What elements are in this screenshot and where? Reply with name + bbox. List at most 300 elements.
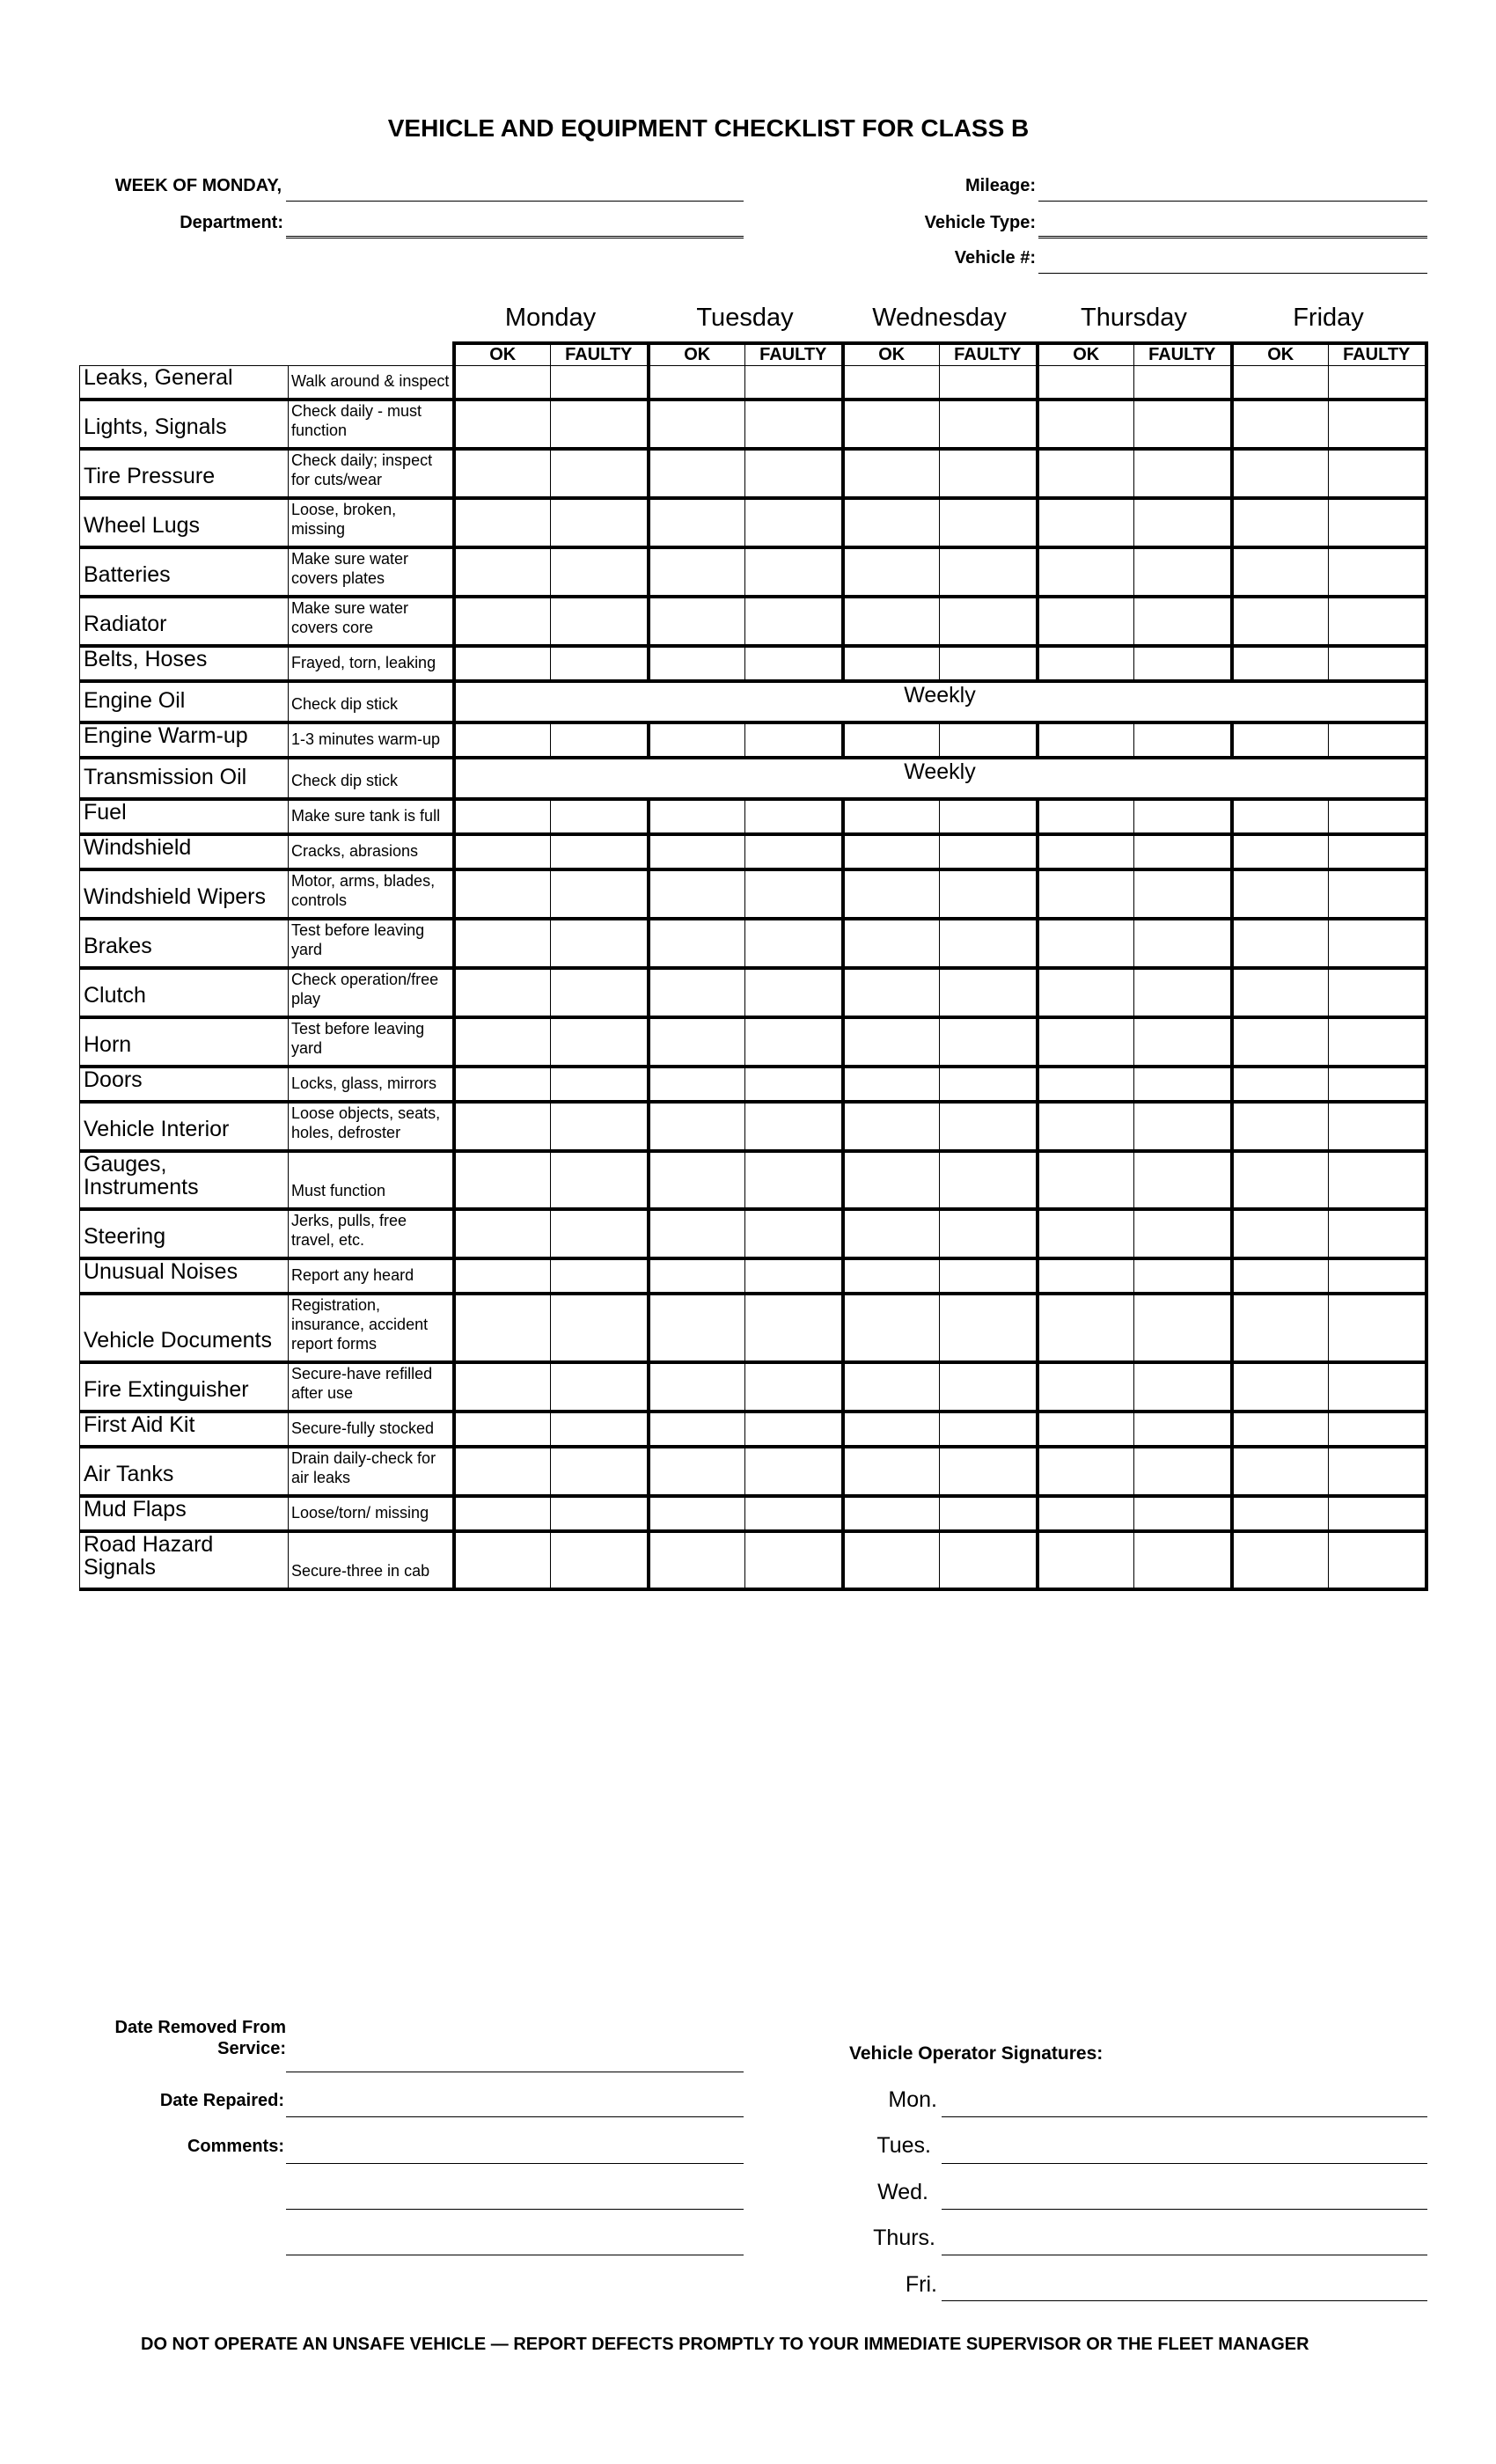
check-cell-mon-faulty[interactable]: [551, 547, 649, 597]
check-cell-tue-ok[interactable]: [649, 1412, 745, 1447]
check-cell-fri-faulty[interactable]: [1329, 1496, 1426, 1531]
check-cell-thu-faulty[interactable]: [1134, 1102, 1232, 1151]
check-cell-fri-faulty[interactable]: [1329, 1362, 1426, 1412]
check-cell-mon-ok[interactable]: [454, 597, 551, 646]
check-cell-fri-ok[interactable]: [1232, 449, 1329, 498]
check-cell-thu-faulty[interactable]: [1134, 1531, 1232, 1589]
signature-line-mon[interactable]: [942, 2116, 1427, 2117]
check-cell-thu-ok[interactable]: [1038, 1151, 1134, 1209]
column-header-faulty-fri: FAULTY: [1329, 343, 1426, 366]
column-header-faulty-mon: FAULTY: [551, 343, 649, 366]
checklist-item-name: Windshield Wipers: [80, 869, 289, 919]
check-cell-thu-ok[interactable]: [1038, 597, 1134, 646]
check-cell-thu-ok[interactable]: [1038, 799, 1134, 834]
check-cell-thu-ok[interactable]: [1038, 498, 1134, 547]
check-cell-tue-ok[interactable]: [649, 722, 745, 758]
check-cell-tue-faulty[interactable]: [745, 1496, 843, 1531]
check-cell-fri-ok[interactable]: [1232, 646, 1329, 681]
check-cell-fri-ok[interactable]: [1232, 1412, 1329, 1447]
check-cell-fri-faulty[interactable]: [1329, 597, 1426, 646]
check-cell-tue-ok[interactable]: [649, 1531, 745, 1589]
weekly-check-cell[interactable]: Weekly: [454, 681, 1426, 722]
checklist-item-instruction: Loose/torn/ missing: [289, 1496, 454, 1531]
check-cell-tue-ok[interactable]: [649, 449, 745, 498]
checklist-row: [80, 597, 1426, 646]
check-cell-fri-faulty[interactable]: [1329, 1209, 1426, 1258]
check-cell-wed-faulty[interactable]: [940, 449, 1038, 498]
check-cell-wed-faulty[interactable]: [940, 1067, 1038, 1102]
signature-line-tues[interactable]: [942, 2163, 1427, 2164]
checklist-item-name: Vehicle Documents: [80, 1294, 289, 1362]
checklist-item-name: Road Hazard Signals: [80, 1531, 289, 1589]
check-cell-thu-faulty[interactable]: [1134, 1447, 1232, 1496]
check-cell-wed-ok[interactable]: [843, 498, 940, 547]
check-cell-tue-ok[interactable]: [649, 1447, 745, 1496]
check-cell-tue-ok[interactable]: [649, 1294, 745, 1362]
check-cell-thu-ok[interactable]: [1038, 449, 1134, 498]
week-of-field[interactable]: [286, 201, 744, 202]
check-cell-mon-ok[interactable]: [454, 722, 551, 758]
check-cell-fri-ok[interactable]: [1232, 1151, 1329, 1209]
check-cell-fri-ok[interactable]: [1232, 597, 1329, 646]
checklist-row: [80, 722, 1426, 758]
vehicle-type-field[interactable]: [1038, 236, 1427, 238]
check-cell-mon-faulty[interactable]: [551, 799, 649, 834]
check-cell-mon-faulty[interactable]: [551, 834, 649, 869]
check-cell-wed-ok[interactable]: [843, 366, 940, 400]
column-header-row: [80, 343, 1426, 366]
checklist-item-name: Unusual Noises: [80, 1258, 289, 1294]
check-cell-thu-ok[interactable]: [1038, 834, 1134, 869]
check-cell-thu-ok[interactable]: [1038, 1067, 1134, 1102]
check-cell-tue-faulty[interactable]: [745, 834, 843, 869]
check-cell-thu-ok[interactable]: [1038, 1209, 1134, 1258]
check-cell-mon-faulty[interactable]: [551, 1102, 649, 1151]
check-cell-fri-faulty[interactable]: [1329, 547, 1426, 597]
check-cell-wed-ok[interactable]: [843, 722, 940, 758]
check-cell-wed-faulty[interactable]: [940, 1209, 1038, 1258]
check-cell-wed-ok[interactable]: [843, 834, 940, 869]
check-cell-mon-ok[interactable]: [454, 547, 551, 597]
checklist-item-name: Belts, Hoses: [80, 646, 289, 681]
check-cell-tue-ok[interactable]: [649, 919, 745, 968]
check-cell-tue-ok[interactable]: [649, 1496, 745, 1531]
vehicle-number-field[interactable]: [1038, 273, 1427, 274]
check-cell-tue-faulty[interactable]: [745, 1258, 843, 1294]
check-cell-thu-faulty[interactable]: [1134, 919, 1232, 968]
checklist-item-name: Brakes: [80, 919, 289, 968]
check-cell-mon-ok[interactable]: [454, 1362, 551, 1412]
check-cell-wed-ok[interactable]: [843, 1412, 940, 1447]
check-cell-mon-faulty[interactable]: [551, 1067, 649, 1102]
check-cell-tue-ok[interactable]: [649, 547, 745, 597]
check-cell-mon-ok[interactable]: [454, 968, 551, 1017]
check-cell-mon-ok[interactable]: [454, 498, 551, 547]
check-cell-mon-faulty[interactable]: [551, 498, 649, 547]
check-cell-tue-faulty[interactable]: [745, 722, 843, 758]
date-removed-label: Date Removed From Service:: [114, 2018, 286, 2058]
check-cell-thu-faulty[interactable]: [1134, 1258, 1232, 1294]
check-cell-fri-ok[interactable]: [1232, 1017, 1329, 1067]
check-cell-tue-ok[interactable]: [649, 1067, 745, 1102]
check-cell-tue-ok[interactable]: [649, 366, 745, 400]
checklist-row: [80, 449, 1426, 498]
check-cell-fri-faulty[interactable]: [1329, 1102, 1426, 1151]
check-cell-wed-ok[interactable]: [843, 919, 940, 968]
check-cell-fri-faulty[interactable]: [1329, 498, 1426, 547]
check-cell-mon-ok[interactable]: [454, 1496, 551, 1531]
check-cell-thu-faulty[interactable]: [1134, 968, 1232, 1017]
check-cell-wed-ok[interactable]: [843, 1209, 940, 1258]
check-cell-wed-faulty[interactable]: [940, 597, 1038, 646]
check-cell-wed-faulty[interactable]: [940, 1447, 1038, 1496]
check-cell-wed-ok[interactable]: [843, 1151, 940, 1209]
check-cell-thu-faulty[interactable]: [1134, 366, 1232, 400]
check-cell-mon-faulty[interactable]: [551, 449, 649, 498]
check-cell-mon-ok[interactable]: [454, 1067, 551, 1102]
check-cell-mon-ok[interactable]: [454, 1258, 551, 1294]
check-cell-thu-faulty[interactable]: [1134, 400, 1232, 449]
check-cell-thu-faulty[interactable]: [1134, 869, 1232, 919]
check-cell-thu-faulty[interactable]: [1134, 449, 1232, 498]
checklist-row: [80, 1362, 1426, 1412]
check-cell-tue-faulty[interactable]: [745, 799, 843, 834]
check-cell-thu-faulty[interactable]: [1134, 1496, 1232, 1531]
check-cell-fri-faulty[interactable]: [1329, 1151, 1426, 1209]
check-cell-wed-ok[interactable]: [843, 1258, 940, 1294]
check-cell-tue-faulty[interactable]: [745, 1294, 843, 1362]
check-cell-tue-ok[interactable]: [649, 1017, 745, 1067]
check-cell-fri-faulty[interactable]: [1329, 1258, 1426, 1294]
check-cell-thu-ok[interactable]: [1038, 1294, 1134, 1362]
check-cell-fri-faulty[interactable]: [1329, 449, 1426, 498]
check-cell-mon-ok[interactable]: [454, 869, 551, 919]
check-cell-thu-faulty[interactable]: [1134, 1067, 1232, 1102]
check-cell-thu-faulty[interactable]: [1134, 498, 1232, 547]
check-cell-tue-faulty[interactable]: [745, 597, 843, 646]
check-cell-tue-ok[interactable]: [649, 1151, 745, 1209]
check-cell-thu-faulty[interactable]: [1134, 1362, 1232, 1412]
signature-label-fri: Fri.: [905, 2272, 937, 2297]
check-cell-thu-ok[interactable]: [1038, 919, 1134, 968]
check-cell-thu-ok[interactable]: [1038, 1362, 1134, 1412]
check-cell-tue-ok[interactable]: [649, 597, 745, 646]
check-cell-wed-faulty[interactable]: [940, 968, 1038, 1017]
date-repaired-field[interactable]: [286, 2116, 744, 2117]
check-cell-thu-faulty[interactable]: [1134, 799, 1232, 834]
check-cell-thu-ok[interactable]: [1038, 1017, 1134, 1067]
checklist-row: [80, 1496, 1426, 1531]
check-cell-wed-ok[interactable]: [843, 1294, 940, 1362]
check-cell-thu-ok[interactable]: [1038, 1102, 1134, 1151]
checklist-item-instruction: Motor, arms, blades, controls: [289, 869, 454, 919]
checklist-row: [80, 547, 1426, 597]
check-cell-mon-ok[interactable]: [454, 1294, 551, 1362]
checklist-row: [80, 1294, 1426, 1362]
check-cell-fri-ok[interactable]: [1232, 919, 1329, 968]
check-cell-fri-ok[interactable]: [1232, 366, 1329, 400]
check-cell-wed-faulty[interactable]: [940, 1362, 1038, 1412]
check-cell-mon-faulty[interactable]: [551, 1151, 649, 1209]
check-cell-fri-faulty[interactable]: [1329, 1412, 1426, 1447]
checklist-item-name: Leaks, General: [80, 366, 289, 400]
check-cell-wed-faulty[interactable]: [940, 1496, 1038, 1531]
check-cell-tue-ok[interactable]: [649, 646, 745, 681]
checklist-item-name: Vehicle Interior: [80, 1102, 289, 1151]
checklist-item-instruction: Check operation/free play: [289, 968, 454, 1017]
check-cell-wed-ok[interactable]: [843, 449, 940, 498]
department-field[interactable]: [286, 236, 744, 238]
check-cell-fri-ok[interactable]: [1232, 1067, 1329, 1102]
check-cell-mon-faulty[interactable]: [551, 1447, 649, 1496]
check-cell-fri-faulty[interactable]: [1329, 366, 1426, 400]
check-cell-fri-ok[interactable]: [1232, 799, 1329, 834]
check-cell-wed-faulty[interactable]: [940, 547, 1038, 597]
check-cell-wed-faulty[interactable]: [940, 498, 1038, 547]
check-cell-wed-ok[interactable]: [843, 1362, 940, 1412]
comments-line-2[interactable]: [286, 2209, 744, 2210]
check-cell-fri-ok[interactable]: [1232, 1496, 1329, 1531]
signature-label-mon: Mon.: [888, 2087, 937, 2112]
check-cell-wed-ok[interactable]: [843, 547, 940, 597]
check-cell-tue-faulty[interactable]: [745, 498, 843, 547]
check-cell-fri-faulty[interactable]: [1329, 834, 1426, 869]
check-cell-tue-ok[interactable]: [649, 834, 745, 869]
check-cell-mon-ok[interactable]: [454, 400, 551, 449]
signature-line-fri[interactable]: [942, 2300, 1427, 2301]
check-cell-wed-ok[interactable]: [843, 1067, 940, 1102]
check-cell-fri-ok[interactable]: [1232, 547, 1329, 597]
check-cell-mon-faulty[interactable]: [551, 646, 649, 681]
check-cell-mon-ok[interactable]: [454, 1412, 551, 1447]
check-cell-tue-faulty[interactable]: [745, 968, 843, 1017]
check-cell-mon-faulty[interactable]: [551, 1412, 649, 1447]
check-cell-fri-faulty[interactable]: [1329, 919, 1426, 968]
check-cell-tue-faulty[interactable]: [745, 547, 843, 597]
check-cell-wed-faulty[interactable]: [940, 1294, 1038, 1362]
check-cell-mon-faulty[interactable]: [551, 1496, 649, 1531]
check-cell-thu-ok[interactable]: [1038, 1531, 1134, 1589]
checklist-item-instruction: Check dip stick: [289, 758, 454, 799]
check-cell-fri-ok[interactable]: [1232, 1102, 1329, 1151]
check-cell-wed-ok[interactable]: [843, 869, 940, 919]
check-cell-wed-faulty[interactable]: [940, 1531, 1038, 1589]
check-cell-thu-ok[interactable]: [1038, 1258, 1134, 1294]
checklist-item-instruction: Walk around & inspect: [289, 366, 454, 400]
check-cell-fri-ok[interactable]: [1232, 869, 1329, 919]
check-cell-fri-ok[interactable]: [1232, 834, 1329, 869]
check-cell-fri-faulty[interactable]: [1329, 1017, 1426, 1067]
day-header-friday: Friday: [1293, 304, 1364, 332]
check-cell-tue-faulty[interactable]: [745, 1151, 843, 1209]
check-cell-mon-ok[interactable]: [454, 366, 551, 400]
checklist-item-name: Batteries: [80, 547, 289, 597]
check-cell-thu-faulty[interactable]: [1134, 834, 1232, 869]
check-cell-thu-faulty[interactable]: [1134, 1412, 1232, 1447]
signature-line-wed[interactable]: [942, 2209, 1427, 2210]
check-cell-tue-ok[interactable]: [649, 799, 745, 834]
check-cell-wed-faulty[interactable]: [940, 1258, 1038, 1294]
check-cell-wed-ok[interactable]: [843, 799, 940, 834]
check-cell-wed-ok[interactable]: [843, 1531, 940, 1589]
check-cell-tue-faulty[interactable]: [745, 646, 843, 681]
check-cell-thu-ok[interactable]: [1038, 1496, 1134, 1531]
check-cell-tue-ok[interactable]: [649, 1362, 745, 1412]
check-cell-wed-faulty[interactable]: [940, 1102, 1038, 1151]
check-cell-tue-faulty[interactable]: [745, 869, 843, 919]
check-cell-wed-faulty[interactable]: [940, 1412, 1038, 1447]
check-cell-wed-faulty[interactable]: [940, 1151, 1038, 1209]
check-cell-fri-ok[interactable]: [1232, 968, 1329, 1017]
check-cell-thu-ok[interactable]: [1038, 968, 1134, 1017]
check-cell-tue-ok[interactable]: [649, 1209, 745, 1258]
checklist-item-name: Air Tanks: [80, 1447, 289, 1496]
check-cell-tue-faulty[interactable]: [745, 1067, 843, 1102]
check-cell-fri-ok[interactable]: [1232, 1209, 1329, 1258]
checklist-item-name: Engine Warm-up: [80, 722, 289, 758]
check-cell-wed-ok[interactable]: [843, 1447, 940, 1496]
check-cell-fri-faulty[interactable]: [1329, 722, 1426, 758]
check-cell-fri-ok[interactable]: [1232, 1258, 1329, 1294]
check-cell-fri-faulty[interactable]: [1329, 1531, 1426, 1589]
checklist-row: [80, 1531, 1426, 1589]
check-cell-tue-faulty[interactable]: [745, 919, 843, 968]
check-cell-mon-ok[interactable]: [454, 646, 551, 681]
check-cell-mon-faulty[interactable]: [551, 366, 649, 400]
check-cell-tue-ok[interactable]: [649, 400, 745, 449]
check-cell-fri-ok[interactable]: [1232, 722, 1329, 758]
check-cell-tue-faulty[interactable]: [745, 449, 843, 498]
check-cell-mon-faulty[interactable]: [551, 597, 649, 646]
check-cell-fri-faulty[interactable]: [1329, 1294, 1426, 1362]
check-cell-wed-faulty[interactable]: [940, 722, 1038, 758]
checklist-item-instruction: 1-3 minutes warm-up: [289, 722, 454, 758]
check-cell-thu-faulty[interactable]: [1134, 547, 1232, 597]
check-cell-thu-ok[interactable]: [1038, 400, 1134, 449]
check-cell-thu-faulty[interactable]: [1134, 1209, 1232, 1258]
check-cell-wed-ok[interactable]: [843, 1017, 940, 1067]
check-cell-wed-ok[interactable]: [843, 1102, 940, 1151]
check-cell-mon-faulty[interactable]: [551, 1294, 649, 1362]
check-cell-wed-faulty[interactable]: [940, 799, 1038, 834]
check-cell-tue-ok[interactable]: [649, 1258, 745, 1294]
check-cell-wed-faulty[interactable]: [940, 869, 1038, 919]
check-cell-wed-ok[interactable]: [843, 968, 940, 1017]
check-cell-tue-faulty[interactable]: [745, 1531, 843, 1589]
check-cell-mon-ok[interactable]: [454, 449, 551, 498]
check-cell-mon-faulty[interactable]: [551, 968, 649, 1017]
check-cell-mon-faulty[interactable]: [551, 1258, 649, 1294]
check-cell-fri-faulty[interactable]: [1329, 400, 1426, 449]
check-cell-wed-ok[interactable]: [843, 400, 940, 449]
check-cell-tue-faulty[interactable]: [745, 366, 843, 400]
check-cell-wed-faulty[interactable]: [940, 919, 1038, 968]
checklist-row: [80, 1258, 1426, 1294]
check-cell-thu-ok[interactable]: [1038, 366, 1134, 400]
check-cell-mon-faulty[interactable]: [551, 400, 649, 449]
check-cell-thu-faulty[interactable]: [1134, 722, 1232, 758]
check-cell-wed-faulty[interactable]: [940, 646, 1038, 681]
check-cell-wed-ok[interactable]: [843, 646, 940, 681]
check-cell-fri-faulty[interactable]: [1329, 1067, 1426, 1102]
check-cell-mon-ok[interactable]: [454, 834, 551, 869]
check-cell-tue-ok[interactable]: [649, 869, 745, 919]
check-cell-tue-faulty[interactable]: [745, 1102, 843, 1151]
check-cell-mon-ok[interactable]: [454, 799, 551, 834]
check-cell-wed-ok[interactable]: [843, 597, 940, 646]
check-cell-thu-ok[interactable]: [1038, 869, 1134, 919]
column-header-ok-wed: OK: [843, 343, 940, 366]
check-cell-mon-ok[interactable]: [454, 1209, 551, 1258]
check-cell-mon-ok[interactable]: [454, 1102, 551, 1151]
check-cell-tue-faulty[interactable]: [745, 1412, 843, 1447]
check-cell-thu-faulty[interactable]: [1134, 1294, 1232, 1362]
check-cell-tue-faulty[interactable]: [745, 400, 843, 449]
check-cell-wed-faulty[interactable]: [940, 400, 1038, 449]
check-cell-thu-faulty[interactable]: [1134, 1151, 1232, 1209]
mileage-field[interactable]: [1038, 201, 1427, 202]
check-cell-tue-faulty[interactable]: [745, 1447, 843, 1496]
check-cell-wed-faulty[interactable]: [940, 1017, 1038, 1067]
check-cell-mon-faulty[interactable]: [551, 869, 649, 919]
check-cell-mon-faulty[interactable]: [551, 919, 649, 968]
checklist-row: [80, 1151, 1426, 1209]
checklist-row: [80, 799, 1426, 834]
check-cell-tue-faulty[interactable]: [745, 1362, 843, 1412]
check-cell-fri-ok[interactable]: [1232, 1362, 1329, 1412]
check-cell-thu-ok[interactable]: [1038, 1447, 1134, 1496]
weekly-check-cell[interactable]: Weekly: [454, 758, 1426, 799]
check-cell-thu-faulty[interactable]: [1134, 646, 1232, 681]
check-cell-mon-faulty[interactable]: [551, 1531, 649, 1589]
check-cell-tue-ok[interactable]: [649, 968, 745, 1017]
check-cell-mon-ok[interactable]: [454, 919, 551, 968]
check-cell-tue-faulty[interactable]: [745, 1209, 843, 1258]
check-cell-mon-ok[interactable]: [454, 1531, 551, 1589]
check-cell-thu-faulty[interactable]: [1134, 597, 1232, 646]
check-cell-mon-faulty[interactable]: [551, 1362, 649, 1412]
check-cell-thu-faulty[interactable]: [1134, 1017, 1232, 1067]
check-cell-fri-faulty[interactable]: [1329, 869, 1426, 919]
check-cell-tue-ok[interactable]: [649, 1102, 745, 1151]
check-cell-thu-ok[interactable]: [1038, 1412, 1134, 1447]
check-cell-mon-faulty[interactable]: [551, 1017, 649, 1067]
check-cell-mon-ok[interactable]: [454, 1151, 551, 1209]
check-cell-mon-faulty[interactable]: [551, 1209, 649, 1258]
comments-line-1[interactable]: [286, 2163, 744, 2164]
check-cell-fri-ok[interactable]: [1232, 1294, 1329, 1362]
check-cell-tue-ok[interactable]: [649, 498, 745, 547]
check-cell-thu-ok[interactable]: [1038, 722, 1134, 758]
check-cell-mon-ok[interactable]: [454, 1447, 551, 1496]
check-cell-thu-ok[interactable]: [1038, 646, 1134, 681]
check-cell-fri-faulty[interactable]: [1329, 646, 1426, 681]
check-cell-fri-ok[interactable]: [1232, 1531, 1329, 1589]
check-cell-fri-ok[interactable]: [1232, 400, 1329, 449]
check-cell-mon-faulty[interactable]: [551, 722, 649, 758]
check-cell-fri-faulty[interactable]: [1329, 799, 1426, 834]
check-cell-thu-ok[interactable]: [1038, 547, 1134, 597]
check-cell-fri-faulty[interactable]: [1329, 968, 1426, 1017]
check-cell-tue-faulty[interactable]: [745, 1017, 843, 1067]
check-cell-fri-ok[interactable]: [1232, 498, 1329, 547]
check-cell-fri-faulty[interactable]: [1329, 1447, 1426, 1496]
check-cell-wed-faulty[interactable]: [940, 366, 1038, 400]
check-cell-wed-ok[interactable]: [843, 1496, 940, 1531]
check-cell-fri-ok[interactable]: [1232, 1447, 1329, 1496]
check-cell-wed-faulty[interactable]: [940, 834, 1038, 869]
check-cell-mon-ok[interactable]: [454, 1017, 551, 1067]
